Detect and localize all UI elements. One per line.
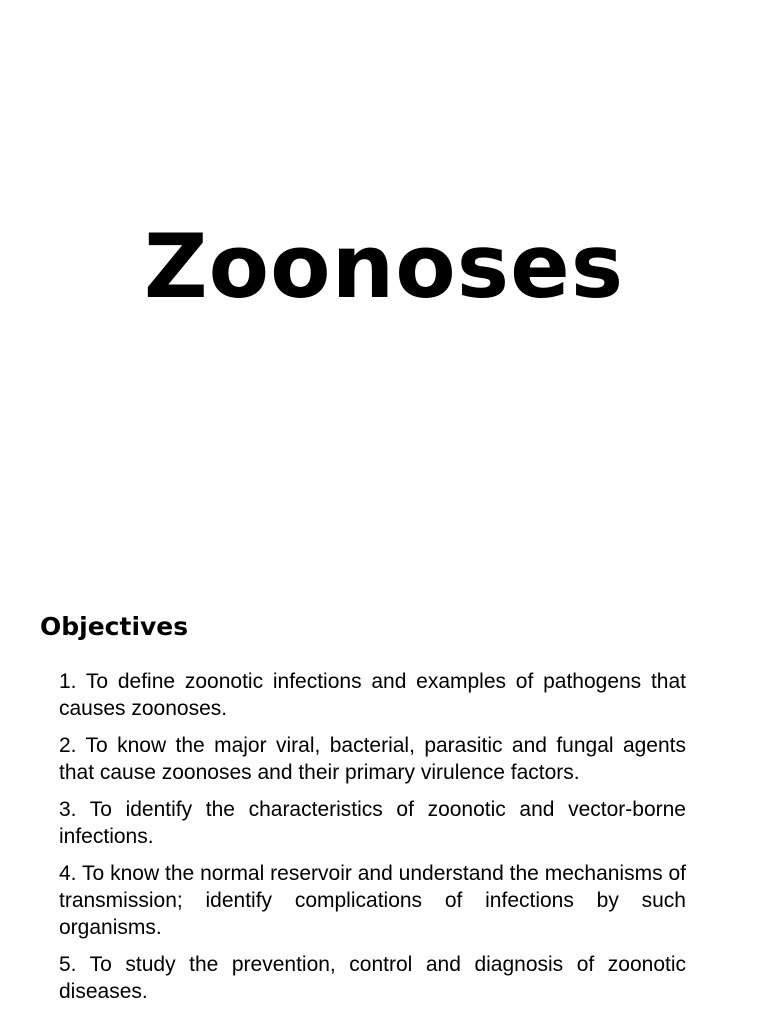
objective-item-4: 4. To know the normal reservoir and understand the mechanisms of transmission; identify complications of infections by such organisms.: [59, 862, 686, 939]
objective-item-1: 1. To define zoonotic infections and examples of pathogens that causes zoonoses.: [59, 670, 686, 720]
objective-item-2: 2. To know the major viral, bacterial, parasitic and fungal agents that cause zoonoses and their primary virulence factors.: [59, 734, 686, 784]
objectives-list: [59, 668, 686, 1015]
objective-item-3: 3. To identify the characteristics of zoonotic and vector-borne infections.: [59, 798, 686, 848]
slide-title: Zoonoses: [143, 215, 625, 318]
objectives-heading: Objectives: [40, 612, 189, 641]
objective-item-5: 5. To study the prevention, control and diagnosis of zoonotic diseases.: [59, 953, 686, 1003]
